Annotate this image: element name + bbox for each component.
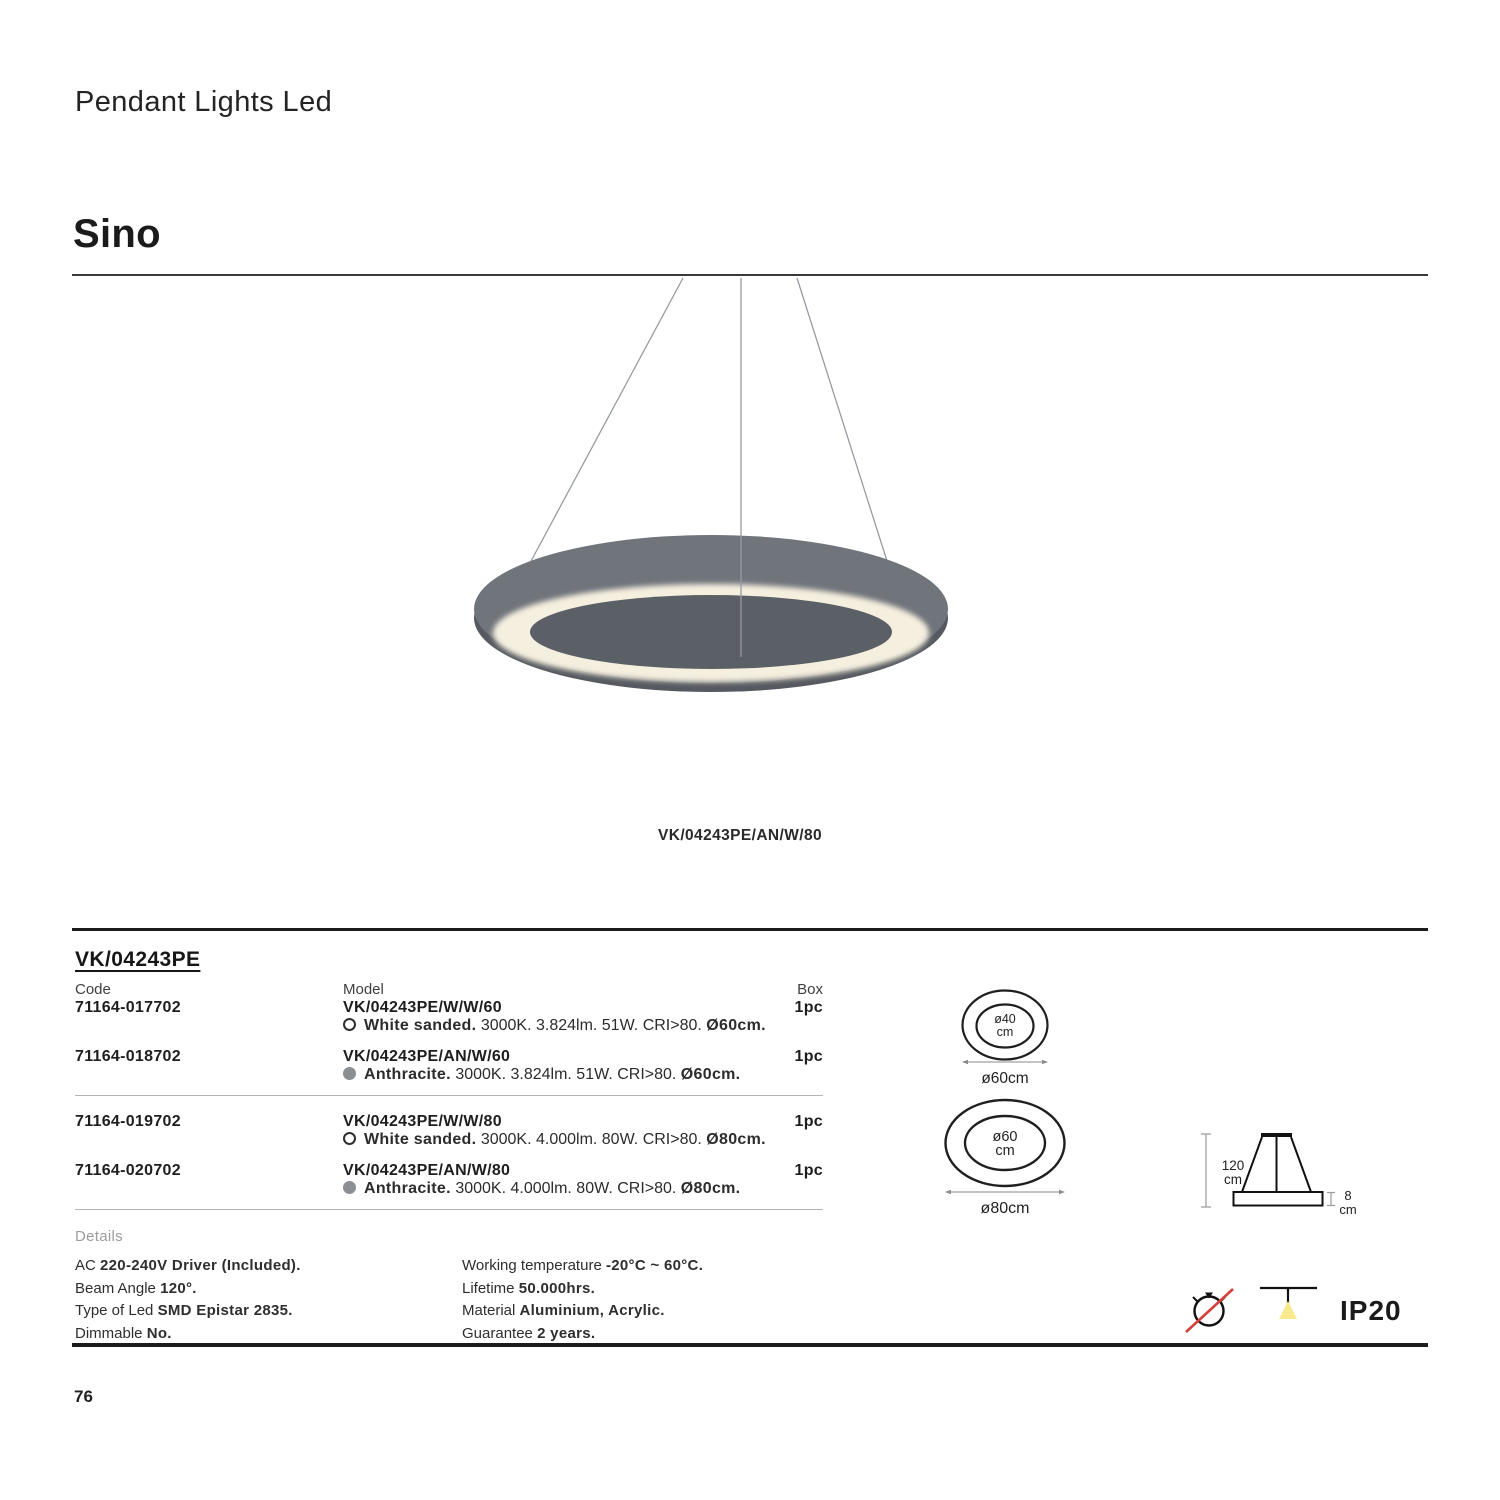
detail-value: 220-240V Driver (Included).	[100, 1257, 301, 1274]
inner-diameter-label: ø40	[994, 1012, 1016, 1026]
detail-key: Working temperature	[462, 1257, 602, 1274]
diameter-text: Ø80cm.	[706, 1131, 766, 1148]
arrowhead-right	[1042, 1060, 1048, 1064]
height-unit: cm	[1224, 1172, 1242, 1187]
row-group-divider	[75, 1209, 823, 1210]
table-header-row	[75, 981, 823, 999]
detail-value: 120°.	[160, 1279, 197, 1297]
outer-diameter-label: ø60cm	[981, 1070, 1029, 1087]
page-category: Pendant Lights Led	[75, 86, 333, 118]
product-photo-ring-pendant	[430, 277, 1010, 837]
detail-key: Beam Angle	[75, 1279, 156, 1297]
product-code: 71164-017702	[75, 998, 181, 1016]
detail-line	[75, 1255, 301, 1278]
diagram-top-view-large	[935, 1091, 1075, 1219]
finish-swatch	[343, 1067, 356, 1080]
outer-diameter-label: ø80cm	[980, 1200, 1030, 1217]
detail-key: Dimmable	[75, 1324, 143, 1342]
suspension-wire-left	[1242, 1137, 1262, 1192]
product-code: 71164-019702	[75, 1112, 181, 1130]
column-header-code: Code	[75, 981, 111, 998]
detail-line	[75, 1278, 301, 1301]
spec-text: 3000K. 3.824lm. 51W. CRI>80.	[455, 1066, 677, 1083]
box-quantity: 1pc	[794, 998, 823, 1016]
column-header-box: Box	[797, 981, 823, 998]
detail-value: 2 years.	[537, 1324, 596, 1342]
arrowhead-right	[1059, 1190, 1065, 1194]
detail-line	[462, 1323, 703, 1346]
canopy	[1261, 1133, 1292, 1137]
finish-swatch	[343, 1018, 356, 1031]
detail-key: AC	[75, 1257, 96, 1274]
box-quantity: 1pc	[794, 1161, 823, 1179]
detail-line	[462, 1278, 703, 1301]
finish-name: White sanded.	[364, 1131, 477, 1148]
fixture-body	[1234, 1192, 1323, 1206]
product-code: 71164-018702	[75, 1047, 181, 1065]
product-model: VK/04243PE/W/W/60	[343, 998, 502, 1016]
box-quantity: 1pc	[794, 1112, 823, 1130]
arrowhead-left	[945, 1190, 951, 1194]
diagram-side-view	[1195, 1125, 1380, 1225]
detail-line	[462, 1255, 703, 1278]
details-column-right	[462, 1255, 703, 1345]
finish-name: Anthracite.	[364, 1066, 451, 1083]
table-row	[75, 1048, 823, 1084]
suspension-wire-left	[530, 278, 683, 563]
family-code-heading: VK/04243PE	[75, 948, 201, 971]
detail-key: Material	[462, 1302, 516, 1319]
detail-line	[75, 1300, 301, 1323]
title-rule	[72, 274, 1428, 276]
finish-name: Anthracite.	[364, 1180, 451, 1197]
inner-diameter-unit: cm	[995, 1143, 1015, 1159]
diameter-text: Ø60cm.	[706, 1017, 766, 1034]
table-row	[75, 1113, 823, 1149]
details-label: Details	[75, 1228, 123, 1245]
finish-swatch	[343, 1181, 356, 1194]
section-rule-top	[72, 928, 1428, 931]
bottom-rule	[72, 1343, 1428, 1347]
spec-text: 3000K. 4.000lm. 80W. CRI>80.	[480, 1131, 702, 1148]
finish-swatch	[343, 1132, 356, 1145]
table-row	[75, 999, 823, 1035]
box-quantity: 1pc	[794, 1047, 823, 1065]
detail-value: -20°C ~ 60°C.	[605, 1257, 704, 1274]
diagram-top-view-small	[955, 981, 1055, 1091]
knob-tick-left	[1193, 1297, 1198, 1302]
detail-value: 50.000hrs.	[518, 1279, 596, 1297]
detail-line	[462, 1300, 703, 1323]
light-cone	[1279, 1301, 1297, 1319]
spec-text: 3000K. 3.824lm. 51W. CRI>80.	[480, 1017, 702, 1034]
product-title: Sino	[73, 212, 161, 256]
suspension-wire-right	[797, 278, 887, 561]
diameter-text: Ø80cm.	[680, 1180, 741, 1197]
thickness-label: 8	[1344, 1188, 1352, 1203]
detail-value: No.	[146, 1324, 172, 1342]
product-model: VK/04243PE/AN/W/80	[343, 1161, 511, 1179]
detail-key: Guarantee	[462, 1324, 533, 1342]
finish-name: White sanded.	[364, 1017, 477, 1034]
arrowhead-left	[962, 1060, 968, 1064]
height-label: 120	[1221, 1158, 1245, 1173]
detail-value: SMD Epistar 2835.	[157, 1302, 293, 1319]
detail-key: Lifetime	[462, 1279, 515, 1297]
product-code: 71164-020702	[75, 1161, 181, 1179]
detail-line	[75, 1323, 301, 1346]
product-model: VK/04243PE/W/W/80	[343, 1112, 502, 1130]
column-header-model: Model	[343, 981, 384, 998]
diameter-text: Ø60cm.	[680, 1066, 741, 1083]
image-caption: VK/04243PE/AN/W/80	[658, 827, 822, 844]
page-number: 76	[74, 1387, 93, 1406]
table-row	[75, 1162, 823, 1198]
ip-rating: IP20	[1340, 1295, 1402, 1326]
suspension-wire-right	[1291, 1137, 1311, 1192]
details-column-left	[75, 1255, 301, 1345]
spec-text: 3000K. 4.000lm. 80W. CRI>80.	[455, 1180, 677, 1197]
products-table	[75, 981, 823, 1227]
ring-inner-hole	[530, 595, 892, 669]
detail-key: Type of Led	[75, 1302, 154, 1319]
product-model: VK/04243PE/AN/W/60	[343, 1047, 511, 1065]
inner-diameter-unit: cm	[996, 1025, 1014, 1039]
non-dimmable-icon	[1183, 1283, 1243, 1338]
thickness-unit: cm	[1339, 1202, 1357, 1217]
inner-diameter-label: ø60	[992, 1129, 1018, 1145]
detail-value: Aluminium, Acrylic.	[519, 1302, 665, 1319]
row-group-divider	[75, 1095, 823, 1096]
pendant-mount-icon	[1258, 1285, 1320, 1327]
